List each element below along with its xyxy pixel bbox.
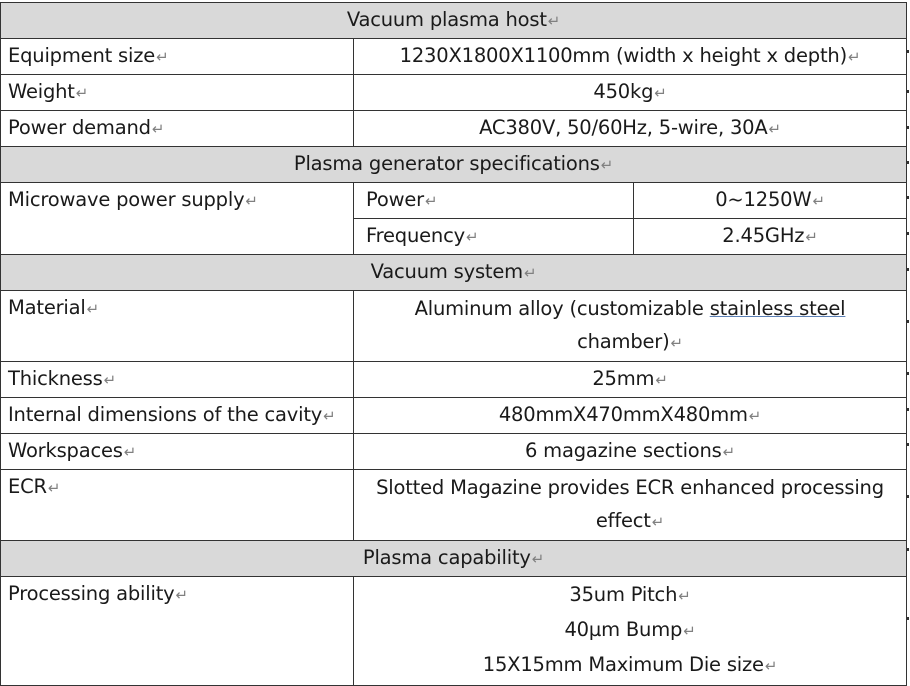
section-row-vacuum (1, 255, 907, 291)
row-end-marker (907, 50, 909, 53)
paragraph-mark-icon: ↵ (748, 407, 762, 425)
table-row-weight (1, 75, 907, 111)
label-text: Processing ability (8, 582, 175, 605)
row-end-markers (906, 0, 910, 670)
paragraph-mark-icon: ↵ (655, 371, 668, 389)
row-label (1, 577, 354, 686)
table-row-material (1, 291, 907, 362)
table-row-ecr (1, 470, 907, 541)
paragraph-mark-icon: ↵ (722, 443, 736, 461)
paragraph-mark-icon: ↵ (812, 192, 825, 210)
label-text: Thickness (8, 367, 103, 390)
row-end-marker (907, 196, 909, 199)
row-label (1, 434, 354, 470)
paragraph-mark-icon: ↵ (547, 12, 561, 30)
row-value (354, 434, 907, 470)
row-label (1, 398, 354, 434)
value-text: 40µm Bump (564, 618, 683, 641)
row-end-marker (907, 495, 909, 498)
row-value (354, 75, 907, 111)
sub-value (634, 219, 907, 255)
paragraph-mark-icon: ↵ (678, 587, 691, 605)
label-text: Internal dimensions of the cavity (8, 403, 323, 426)
paragraph-mark-icon: ↵ (123, 443, 137, 461)
paragraph-mark-icon: ↵ (245, 192, 258, 210)
value-text: 15X15mm Maximum Die size (482, 653, 764, 676)
value-text: 2.45GHz (722, 224, 805, 247)
row-label (1, 111, 354, 147)
section-title: Plasma capability (362, 546, 531, 569)
row-end-marker (907, 372, 909, 375)
paragraph-mark-icon: ↵ (651, 513, 665, 531)
paragraph-mark-icon: ↵ (764, 657, 778, 675)
table-row-thickness (1, 362, 907, 398)
row-value (354, 111, 907, 147)
label-text: Weight (8, 80, 75, 103)
paragraph-mark-icon: ↵ (323, 407, 336, 425)
row-value (354, 39, 907, 75)
paragraph-mark-icon: ↵ (768, 120, 781, 138)
label-text: ECR (8, 475, 47, 498)
value-text: 0~1250W (715, 188, 812, 211)
row-value (354, 291, 907, 362)
label-text: Power (366, 188, 424, 211)
section-row-host (1, 3, 907, 39)
row-label (1, 362, 354, 398)
row-end-marker (907, 268, 909, 271)
section-header-vacuum (1, 255, 907, 291)
value-text: Slotted Magazine provides ECR enhanced processing effect (376, 476, 884, 532)
underlined-term: stainless steel (709, 297, 846, 320)
row-end-marker (907, 126, 909, 129)
paragraph-mark-icon: ↵ (654, 84, 667, 102)
value-text: AC380V, 50/60Hz, 5-wire, 30A (479, 116, 768, 139)
row-label (1, 75, 354, 111)
row-end-marker (907, 617, 909, 620)
section-header-host (1, 3, 907, 39)
row-end-marker (907, 320, 909, 323)
value-text: 450kg (593, 80, 654, 103)
row-label (1, 39, 354, 75)
section-header-capability (1, 541, 907, 577)
row-value (354, 577, 907, 686)
paragraph-mark-icon: ↵ (805, 228, 818, 246)
paragraph-mark-icon: ↵ (531, 550, 545, 568)
row-label (1, 183, 354, 255)
row-value (354, 470, 907, 541)
paragraph-mark-icon: ↵ (600, 156, 614, 174)
table-row-power-demand (1, 111, 907, 147)
label-text: Equipment size (8, 44, 156, 67)
sub-value (634, 183, 907, 219)
value-text: 35um Pitch (569, 583, 678, 606)
value-line (360, 648, 900, 683)
table-row-internal-dimensions (1, 398, 907, 434)
section-title: Plasma generator specifications (293, 152, 600, 175)
value-line (360, 613, 900, 648)
row-label (1, 470, 354, 541)
paragraph-mark-icon: ↵ (103, 371, 116, 389)
row-end-marker (907, 90, 909, 93)
paragraph-mark-icon: ↵ (151, 120, 165, 138)
section-row-capability (1, 541, 907, 577)
row-end-marker (907, 161, 909, 164)
value-text: 25mm (592, 367, 655, 390)
paragraph-mark-icon: ↵ (86, 300, 99, 318)
value-text: Aluminum alloy (customizable (414, 297, 710, 320)
label-text: Power demand (8, 116, 151, 139)
value-text: 6 magazine sections (524, 439, 722, 462)
label-text: Microwave power supply (8, 188, 245, 211)
paragraph-mark-icon: ↵ (47, 479, 61, 497)
section-title: Vacuum plasma host (346, 8, 547, 31)
table-row-equipment-size (1, 39, 907, 75)
row-end-marker (907, 408, 909, 411)
table-row-workspaces (1, 434, 907, 470)
section-row-generator (1, 147, 907, 183)
paragraph-mark-icon: ↵ (847, 48, 861, 66)
section-header-generator (1, 147, 907, 183)
paragraph-mark-icon: ↵ (156, 48, 169, 66)
table-row-processing-ability (1, 577, 907, 686)
row-label (1, 291, 354, 362)
specifications-table (0, 2, 907, 686)
value-text: chamber) (577, 330, 670, 353)
row-value (354, 362, 907, 398)
paragraph-mark-icon: ↵ (670, 334, 683, 352)
row-end-marker (907, 548, 909, 551)
paragraph-mark-icon: ↵ (465, 228, 479, 246)
paragraph-mark-icon: ↵ (75, 84, 89, 102)
paragraph-mark-icon: ↵ (683, 622, 696, 640)
value-line (360, 578, 900, 613)
paragraph-mark-icon: ↵ (175, 586, 188, 604)
row-value (354, 398, 907, 434)
row-end-marker (907, 443, 909, 446)
label-text: Workspaces (8, 439, 123, 462)
label-text: Material (8, 296, 86, 319)
paragraph-mark-icon: ↵ (424, 192, 438, 210)
paragraph-mark-icon: ↵ (523, 264, 537, 282)
sub-label (354, 219, 634, 255)
value-text: 1230X1800X1100mm (width x height x depth) (399, 44, 847, 67)
row-end-marker (907, 232, 909, 235)
section-title: Vacuum system (370, 260, 523, 283)
table-row-microwave-power (1, 183, 907, 219)
value-text: 480mmX470mmX480mm (498, 403, 748, 426)
label-text: Frequency (366, 224, 465, 247)
sub-label (354, 183, 634, 219)
